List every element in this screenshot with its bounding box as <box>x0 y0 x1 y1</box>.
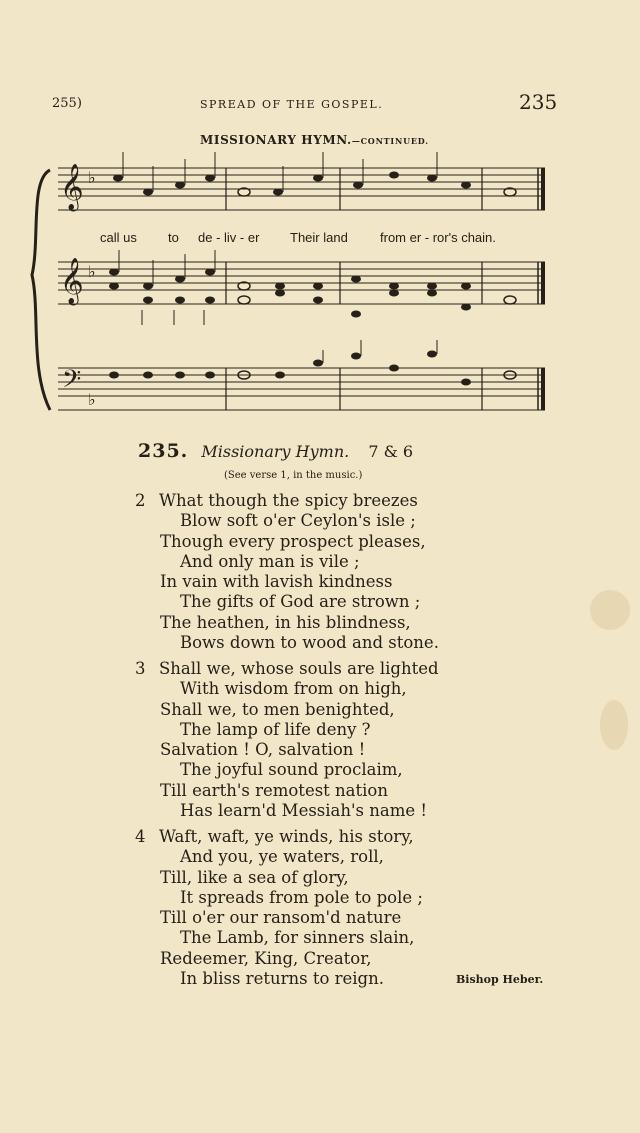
verse-line: And you, ye waters, roll, <box>180 847 384 867</box>
verse-line: With wisdom from on high, <box>180 679 407 699</box>
verse-line: The joyful sound proclaim, <box>180 760 403 780</box>
music-title-text: MISSIONARY HYMN. <box>200 133 352 147</box>
running-header <box>0 90 640 120</box>
flat-icon: ♭ <box>88 168 96 187</box>
verse-line: The Lamb, for sinners slain, <box>180 928 415 948</box>
note-stems <box>119 152 437 363</box>
verse-line: And only man is vile ; <box>180 551 360 571</box>
treble-clef-icon: 𝄞 <box>60 258 84 304</box>
paper-stain <box>600 700 628 750</box>
verse-number: 4 <box>135 827 146 846</box>
staff-treble-1 <box>58 168 545 210</box>
hymn-author: Bishop Heber. <box>456 973 544 986</box>
verse-4 <box>135 827 555 989</box>
lyric-syllable: from er - ror's chain. <box>380 230 496 245</box>
verse-line: It spreads from pole to pole ; <box>180 887 423 907</box>
verse-line: Salvation ! O, salvation ! <box>160 740 366 760</box>
verse-line: The heathen, in his blindness, <box>160 612 411 632</box>
paper-stain <box>590 590 630 630</box>
verse-line: Redeemer, King, Creator, <box>160 948 372 968</box>
verse-line: The lamp of life deny ? <box>180 719 371 739</box>
verse-number: 2 <box>135 491 146 510</box>
verse-line: The gifts of God are strown ; <box>180 592 421 612</box>
verse-line: Has learn'd Messiah's name ! <box>180 801 428 821</box>
lyric-syllable: call us <box>100 230 137 245</box>
page-number: 235 <box>519 90 558 114</box>
header-section-title: SPREAD OF THE GOSPEL. <box>200 98 384 111</box>
music-title <box>200 133 429 147</box>
staff-bass <box>58 368 545 410</box>
verse-line: In bliss returns to reign. <box>180 969 384 989</box>
verse-line: Though every prospect pleases, <box>160 531 426 551</box>
treble-clef-icon: 𝄞 <box>60 164 84 210</box>
verse-line: Bows down to wood and stone. <box>180 633 439 653</box>
system-brace <box>32 170 50 410</box>
header-hymn-range: 255) <box>52 96 82 111</box>
verse-line: Blow soft o'er Ceylon's isle ; <box>180 511 416 531</box>
verse-3 <box>135 659 555 821</box>
hymn-number: 235. <box>138 440 189 462</box>
verse-line: Till earth's remotest nation <box>160 780 388 800</box>
verse-line: Till, like a sea of glory, <box>160 867 349 887</box>
verse-line: Shall we, whose souls are lighted <box>159 659 439 678</box>
verse-line: Shall we, to men benighted, <box>160 699 395 719</box>
verse-line: What though the spicy breezes <box>159 491 418 510</box>
music-continued-label: —CONTINUED. <box>351 136 429 146</box>
verse-line: In vain with lavish kindness <box>160 572 393 592</box>
staff-treble-2 <box>58 262 545 304</box>
hymn-note: (See verse 1, in the music.) <box>224 470 363 481</box>
hymn-heading <box>138 440 413 462</box>
flat-icon: ♭ <box>88 390 96 409</box>
verse-line: Till o'er our ransom'd nature <box>160 908 402 928</box>
bar-lines <box>226 168 543 410</box>
hymn-meter: 7 & 6 <box>368 442 414 461</box>
verse-number: 3 <box>135 659 146 678</box>
hymn-name: Missionary Hymn. <box>201 442 350 461</box>
lyric-syllable: de - liv - er <box>198 230 260 245</box>
verse-line: Waft, waft, ye winds, his story, <box>159 827 414 846</box>
flat-icon: ♭ <box>88 262 96 281</box>
lyric-syllable: Their land <box>290 230 348 245</box>
music-score <box>0 150 640 420</box>
lyric-syllable: to <box>168 230 179 245</box>
bass-clef-icon: 𝄢 <box>62 365 82 400</box>
verse-2 <box>135 491 555 653</box>
